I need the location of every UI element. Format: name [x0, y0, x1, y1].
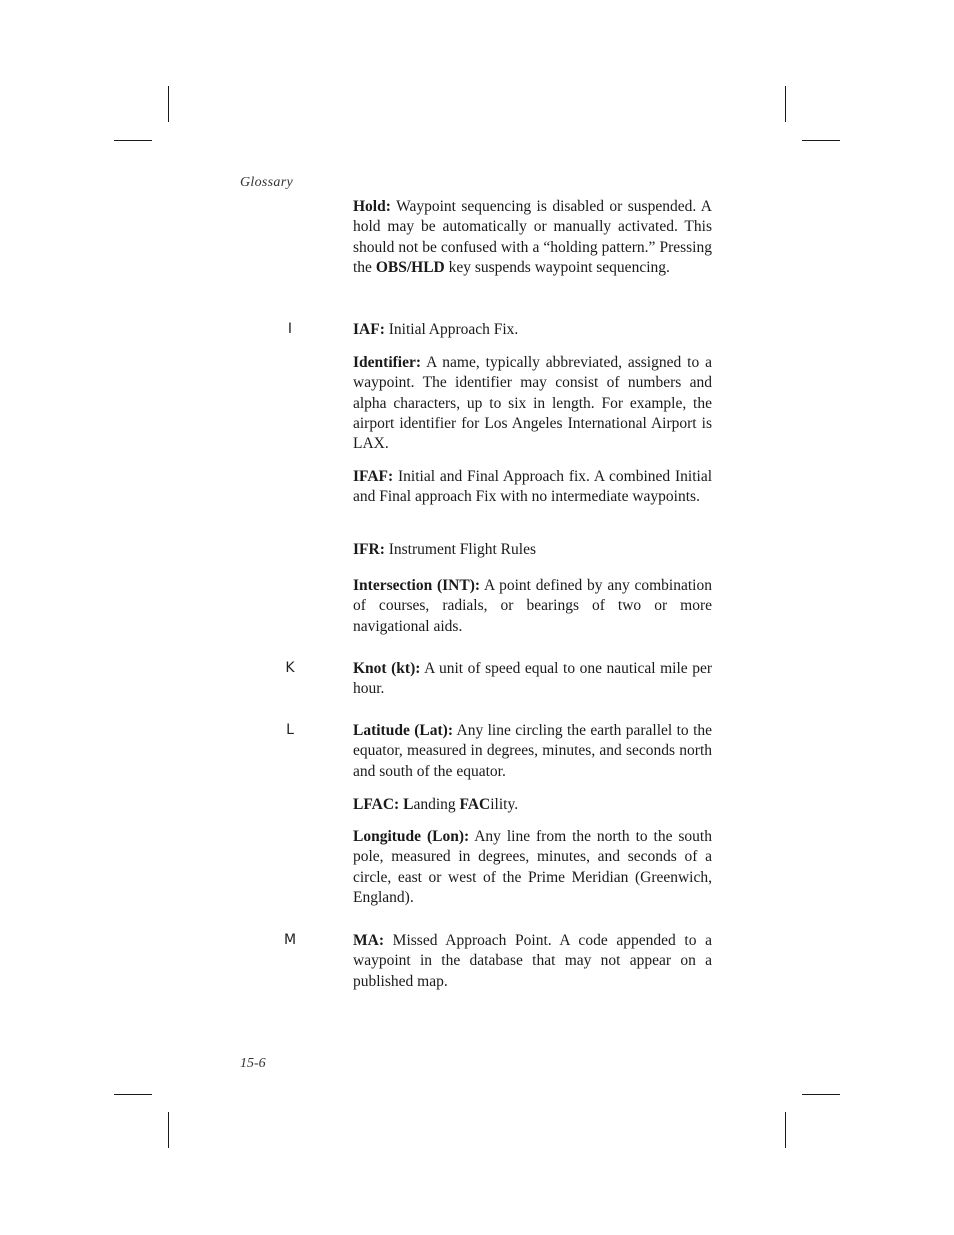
glossary-entry: [353, 795, 712, 815]
glossary-entry: [353, 540, 712, 560]
crop-mark: [785, 86, 786, 122]
entry-term: Longitude (Lon):: [353, 828, 470, 845]
crop-mark: [114, 140, 152, 141]
entry-text: anding: [413, 796, 460, 813]
entry-key: FAC: [459, 796, 491, 813]
crop-mark: [168, 86, 169, 122]
glossary-entry: [353, 467, 712, 508]
glossary-entry: [353, 353, 712, 454]
entry-text: A unit of speed equal to one nautical mile per hour.: [353, 660, 713, 698]
entry-term: MA:: [353, 932, 384, 949]
entry-text: Missed Approach Point. A code appended to a waypoint in the database that may not appear on a published map.: [353, 932, 712, 990]
entry-term: LFAC:: [353, 796, 400, 813]
glossary-entry: [353, 659, 712, 700]
glossary-entry: [353, 197, 712, 278]
section-letter: L: [286, 722, 294, 738]
page-number: 15-6: [240, 1056, 266, 1071]
section-letter: I: [287, 321, 293, 337]
entry-key: L: [403, 796, 414, 813]
glossary-entry: [353, 320, 712, 340]
entry-term: Hold:: [353, 198, 391, 215]
entry-term: IFR:: [353, 541, 385, 558]
glossary-entry: [353, 721, 712, 782]
crop-mark: [114, 1094, 152, 1095]
crop-mark: [168, 1112, 169, 1148]
glossary-entry: [353, 827, 712, 908]
entry-text: A name, typically abbreviated, assigned to a waypoint. The identifier may consist of numbers and alpha characters, up to six in length. For example, the airport identifier for Los Angeles International Airport is LAX.: [353, 354, 712, 453]
crop-mark: [785, 1112, 786, 1148]
running-header: Glossary: [240, 175, 293, 190]
entry-term: Latitude (Lat):: [353, 722, 453, 739]
section-letter: M: [283, 932, 297, 948]
entry-text: Any line from the north to the south pole, measured in degrees, minutes, and seconds of a circle, east or west of the Prime Meridian (Greenwich, England).: [353, 828, 712, 906]
entry-term: IAF:: [353, 321, 385, 338]
glossary-entry: [353, 576, 712, 637]
entry-text: Initial and Final Approach fix. A combined Initial and Final approach Fix with no intermediate waypoints.: [353, 468, 712, 506]
entry-text: A point defined by any combination of courses, radials, or bearings of two or more navigational aids.: [353, 577, 712, 635]
entry-text: Waypoint sequencing is disabled or suspended. A hold may be automatically or manually activated. This should not be confused with a “holding pattern.” Pressing the: [353, 198, 712, 276]
entry-term: Knot (kt):: [353, 660, 421, 677]
crop-mark: [802, 140, 840, 141]
glossary-entry: [353, 931, 712, 992]
entry-text: Instrument Flight Rules: [384, 541, 536, 558]
entry-key: OBS/HLD: [375, 258, 445, 276]
section-letter: K: [285, 660, 295, 676]
entry-text: key suspends waypoint sequencing.: [444, 258, 670, 276]
entry-text: ility.: [490, 796, 519, 813]
entry-term: Identifier:: [353, 354, 422, 371]
entry-term: Intersection (INT):: [353, 577, 481, 594]
entry-term: IFAF:: [353, 468, 394, 485]
crop-mark: [802, 1094, 840, 1095]
entry-text: Initial Approach Fix.: [384, 321, 519, 338]
entry-text: Any line circling the earth parallel to the equator, measured in degrees, minutes, and seconds north and south of the equator.: [353, 722, 713, 780]
